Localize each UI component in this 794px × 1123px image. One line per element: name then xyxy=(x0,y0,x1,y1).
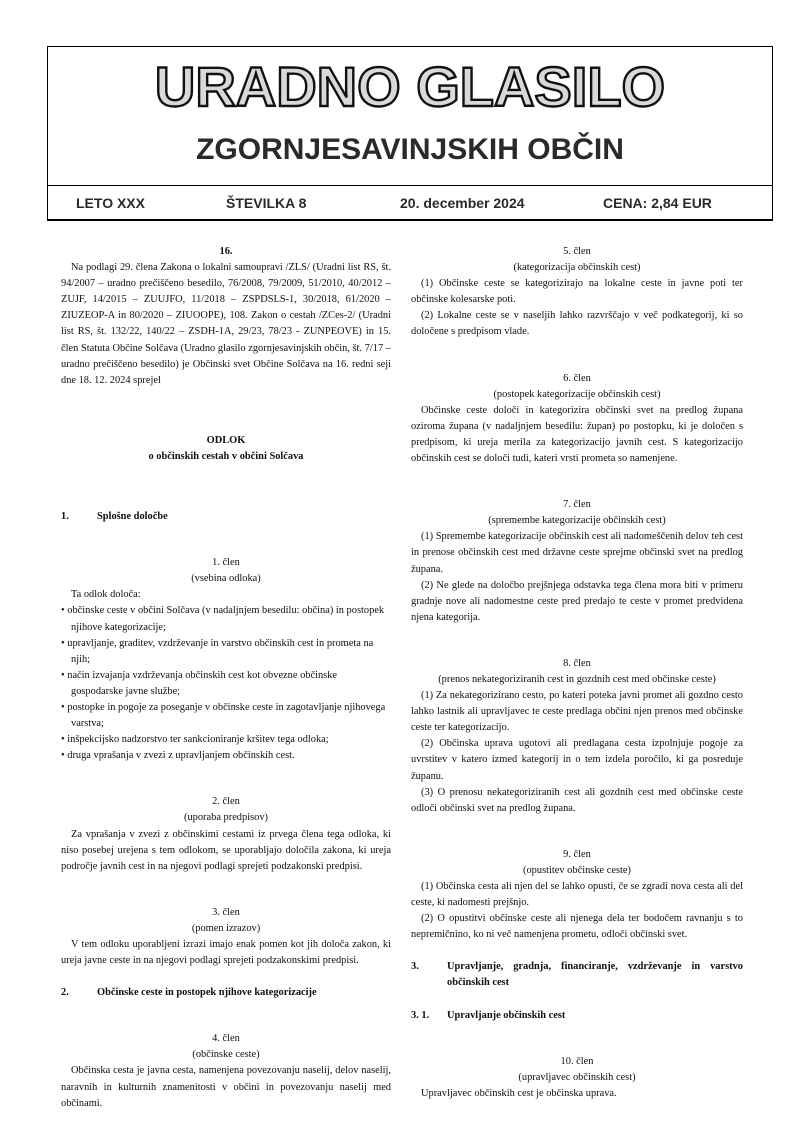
article-7-paragraph-2: (2) Ne glede na določbo prejšnjega odstavka tega člena mora biti v primeru gradnje nove ali nadomestne ceste pred predajo te ceste v promet predvidena njena kategorija. xyxy=(411,579,743,623)
odlok-title: ODLOK xyxy=(206,434,246,446)
section-title: Splošne določbe xyxy=(97,511,168,523)
section-number: 2. xyxy=(61,987,69,999)
article-2-text: Za vprašanja v zvezi z občinskimi cestami iz prvega člena tega odloka, ki niso posebej urejena s tem odlokom, se uporabljajo določila zakona, ki ureja področje javnih cest in na njegovi podlagi sprejeti podzakonski predpisi. xyxy=(61,828,391,872)
list-item: • postopke in pogoje za poseganje v občinske ceste in zagotavljanje njihovega varstva; xyxy=(61,700,391,732)
section-title: Občinske ceste in postopek njihove kategorizacije xyxy=(97,987,317,999)
article-9-paragraph-1: (1) Občinska cesta ali njen del se lahko opusti, če se zgradi nova cesta ali del ceste, ki nadomesti prejšnjo. xyxy=(411,881,743,909)
article-10-text: Upravljavec občinskih cest je občinska uprava. xyxy=(421,1087,617,1099)
list-item: • upravljanje, graditev, vzdrževanje in varstvo občinskih cest in prometa na njih; xyxy=(61,636,391,668)
section-3-1-heading xyxy=(411,1008,743,1024)
left-column xyxy=(61,244,391,1112)
issue-price: CENA: 2,84 EUR xyxy=(603,195,712,211)
section-1-heading xyxy=(61,509,391,525)
publication-title: URADNO GLASILO xyxy=(154,55,666,118)
article-8-heading: 8. člen xyxy=(563,657,591,669)
masthead-rule-top xyxy=(48,185,772,186)
article-7-paragraph-1: (1) Spremembe kategorizacije občinskih cest ali nadomeščenih delov teh cest in prenose občinskih cest med državne ceste sprejme občinski svet na predlog župana. xyxy=(411,531,743,575)
section-number: 3. xyxy=(411,961,419,973)
list-item: • druga vprašanja v zvezi z upravljanjem občinskih cest. xyxy=(61,748,391,764)
masthead-info-row xyxy=(48,195,772,215)
article-10-heading: 10. člen xyxy=(560,1055,594,1067)
section-3-heading xyxy=(411,959,743,991)
article-5-heading: 5. člen xyxy=(563,246,591,257)
article-9-subtitle: (opustitev občinske ceste) xyxy=(523,864,631,876)
issue-date: 20. december 2024 xyxy=(400,195,525,211)
volume-year: LETO XXX xyxy=(76,195,145,211)
article-7-heading: 7. člen xyxy=(563,499,591,511)
document-number: 16. xyxy=(219,246,233,257)
article-5-subtitle: (kategorizacija občinskih cest) xyxy=(513,262,641,274)
article-6-text: Občinske ceste določi in kategorizira občinski svet na predlog župana oziroma župana (v nadaljnjem besedilu: župan) po postopku, ki je določen s predpisom, ki ureja merila za kategorizacijo javnih cest. S kategorizacijo občinskih cest se določi tudi, kateri vrsti prometa so namenjene. xyxy=(411,404,743,465)
article-6-subtitle: (postopek kategorizacije občinskih cest) xyxy=(493,388,661,400)
article-5-paragraph-2: (2) Lokalne ceste se v naseljih lahko razvrščajo v več podkategorij, ki so določene s predpisom vlade. xyxy=(411,310,743,338)
article-9-paragraph-2: (2) O opustitvi občinske ceste ali njenega dela ter bodočem ravnanju s to nepremičnino, ko ni več namenjena prometu, odloči občinski svet. xyxy=(411,913,743,941)
section-number: 3. 1. xyxy=(411,1009,430,1021)
article-1-subtitle: (vsebina odloka) xyxy=(191,573,261,585)
article-2-heading: 2. člen xyxy=(212,796,240,808)
article-4-heading: 4. člen xyxy=(212,1033,240,1045)
section-number: 1. xyxy=(61,511,69,523)
odlok-subtitle: o občinskih cestah v občini Solčava xyxy=(148,450,304,462)
article-1-heading: 1. člen xyxy=(212,557,240,569)
article-4-text: Občinska cesta je javna cesta, namenjena povezovanju naselij, delov naselij, naravnih in kulturnih znamenitosti v občini in povezovanju naselij med občinami. xyxy=(61,1065,391,1109)
article-10-subtitle: (upravljavec občinskih cest) xyxy=(518,1071,636,1083)
section-title: Upravljanje, gradnja, financiranje, vzdrževanje in varstvo občinskih cest xyxy=(447,961,743,989)
article-8-subtitle: (prenos nekategoriziranih cest in gozdnih cest med občinske ceste) xyxy=(438,673,716,685)
article-9-heading: 9. člen xyxy=(563,848,591,860)
article-1-list xyxy=(61,603,391,764)
publication-subtitle: ZGORNJESAVINJSKIH OBČIN xyxy=(196,133,624,166)
issue-number: ŠTEVILKA 8 xyxy=(226,195,307,211)
article-2-subtitle: (uporaba predpisov) xyxy=(184,812,268,824)
article-3-text: V tem odloku uporabljeni izrazi imajo enak pomen kot jih določa zakon, ki ureja javne ceste in na njegovi podlagi sprejeti podzakonskimi predpisi. xyxy=(61,939,391,967)
list-item: • način izvajanja vzdrževanja občinskih cest kot obvezne občinske gospodarske javne službe; xyxy=(61,668,391,700)
section-title: Upravljanje občinskih cest xyxy=(447,1009,566,1021)
list-item: • inšpekcijsko nadzorstvo ter sankcioniranje kršitev tega odloka; xyxy=(61,732,391,748)
right-column xyxy=(411,244,743,1102)
article-5-paragraph-1: (1) Občinske ceste se kategorizirajo na lokalne ceste in javne poti ter občinske kolesarske poti. xyxy=(411,278,743,306)
article-7-subtitle: (spremembe kategorizacije občinskih cest) xyxy=(488,515,666,527)
article-3-subtitle: (pomen izrazov) xyxy=(191,922,261,934)
article-8-paragraph-1: (1) Za nekategorizirano cesto, po kateri poteka javni promet ali gozdno cesto lahko lastnik ali upravljavec te ceste predlaga občini njen prenos med občinske ceste ter kategorizacijo. xyxy=(411,690,743,734)
masthead xyxy=(47,46,773,221)
article-6-heading: 6. člen xyxy=(563,372,591,384)
article-8-paragraph-3: (3) O prenosu nekategoriziranih cest ali gozdnih cest med občinske ceste odloči občinski svet na predlog župana. xyxy=(411,786,743,814)
article-3-heading: 3. člen xyxy=(212,906,240,918)
list-item: • občinske ceste v občini Solčava (v nadaljnjem besedilu: občina) in postopek njihove kategorizacije; xyxy=(61,603,391,635)
section-2-heading xyxy=(61,985,391,1001)
article-1-intro: Ta odlok določa: xyxy=(71,589,141,601)
article-4-subtitle: (občinske ceste) xyxy=(192,1049,260,1061)
masthead-rule-bottom xyxy=(48,219,772,220)
article-8-paragraph-2: (2) Občinska uprava ugotovi ali predlagana cesta izpolnjuje pogoje za uvrstitev v katero izmed kategorij in o tem izdela poročilo, ki ga posreduje županu. xyxy=(411,738,743,782)
preamble: Na podlagi 29. člena Zakona o lokalni samoupravi /ZLS/ (Uradni list RS, št. 94/2007 – uradno prečiščeno besedilo, 76/2008, 79/2009, 51/2010, 40/2012 – ZUJF, 14/2015 – ZUUJFO, 11/2018 – ZSPDSLS-1, 30/2018, 61/2020 – ZIUZEOP-A in 80/2020 – ZIUOOPE), 108. Zakon o cestah /ZCes-2/ (Uradni list RS, št. 132/22, 140/22 – ZSDH-1A, 29/23, 78/23 - ZUNPEOVE) in 15. člen Statuta Občine Solčava (Uradno glasilo zgornjesavinjskih občin, št. 7/17 – uradno prečiščeno besedilo) je Občinski svet Občine Solčava na 16. redni seji dne 18. 12. 2024 sprejel xyxy=(61,262,391,386)
